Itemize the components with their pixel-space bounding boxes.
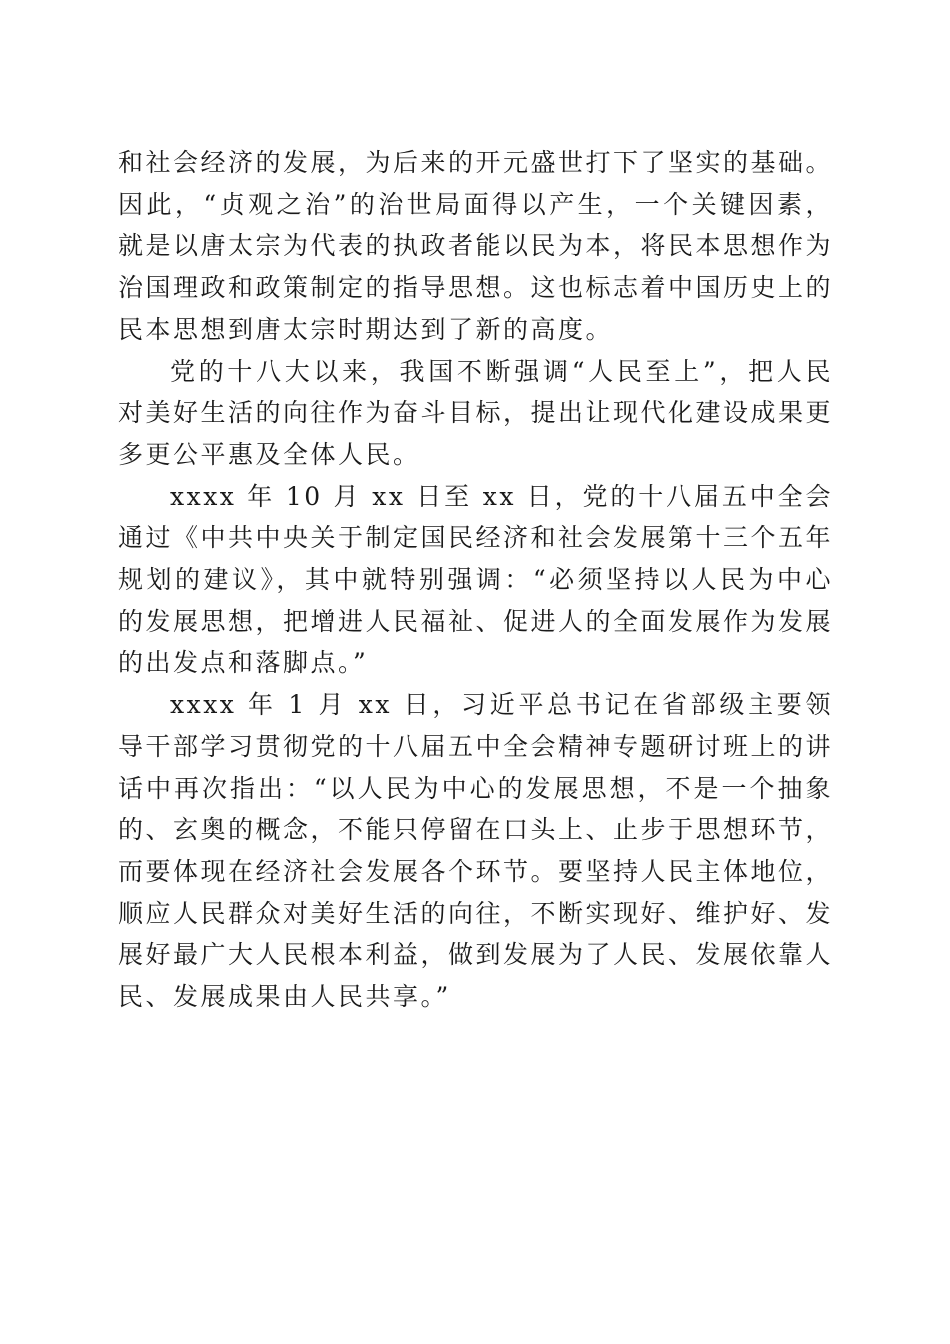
document-body xyxy=(118,142,833,1018)
paragraph-fifth-plenum: xxxx 年 10 月 xx 日至 xx 日，党的十八届五中全会通过《中共中央关于制定国民经济和社会发展第十三个五年规划的建议》，其中就特别强调：“必须坚持以人民为中心的发展思想，把增进人民福祉、促进人的全面发展作为发展的出发点和落脚点。” xyxy=(118,481,834,678)
paragraph-people-supreme: 党的十八大以来，我国不断强调“人民至上”，把人民对美好生活的向往作为奋斗目标，提出让现代化建设成果更多更公平惠及全体人民。 xyxy=(118,356,834,469)
paragraph-continuation: 和社会经济的发展，为后来的开元盛世打下了坚实的基础。因此，“贞观之治”的治世局面得以产生，一个关键因素，就是以唐太宗为代表的执政者能以民为本，将民本思想作为治国理政和政策制定的指导思想。这也标志着中国历史上的民本思想到唐太宗时期达到了新的高度。 xyxy=(118,148,834,344)
paragraph-speech-quote: xxxx 年 1 月 xx 日，习近平总书记在省部级主要领导干部学习贯彻党的十八届五中全会精神专题研讨班上的讲话中再次指出：“以人民为中心的发展思想，不是一个抽象的、玄奥的概念，不能只停留在口头上、止步于思想环节，而要体现在经济社会发展各个环节。要坚持人民主体地位，顺应人民群众对美好生活的向往，不断实现好、维护好、发展好最广大人民根本利益，做到发展为了人民、发展依靠人民、发展成果由人民共享。” xyxy=(118,690,834,1012)
